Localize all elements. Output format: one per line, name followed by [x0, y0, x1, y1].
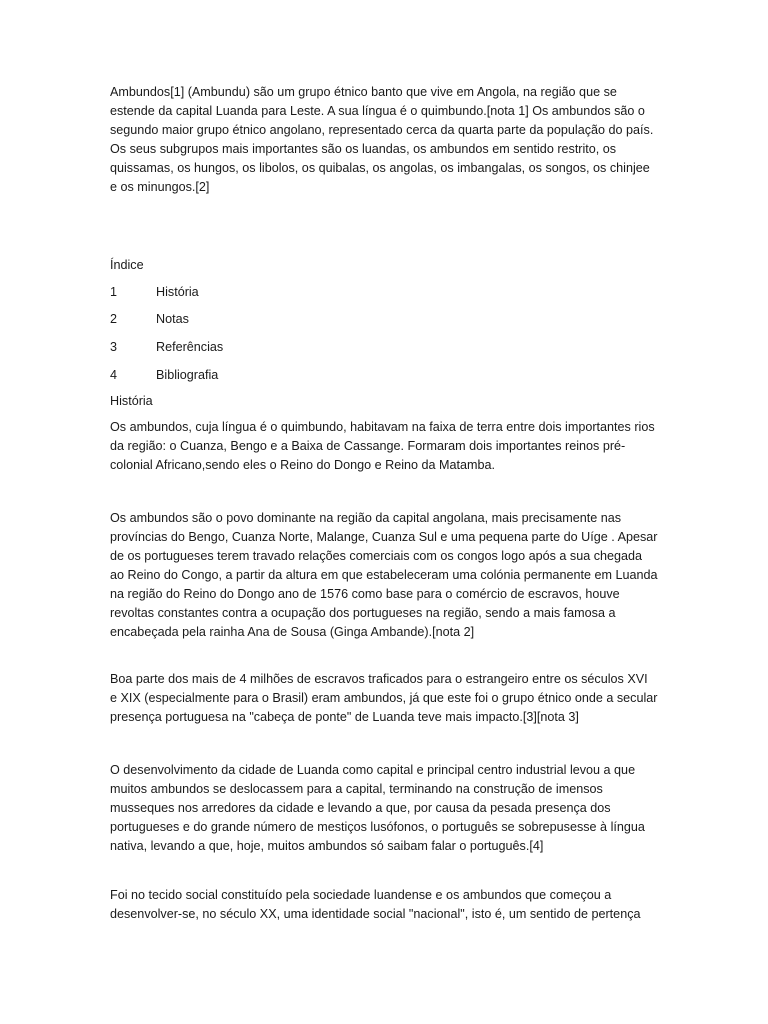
section-heading: História	[110, 394, 153, 408]
toc-item-number: 1	[110, 285, 118, 299]
toc-item-label: Referências	[156, 340, 224, 354]
body-paragraph: O desenvolvimento da cidade de Luanda como capital e principal centro industrial levou a que muitos ambundos se deslocassem para a capital, terminando na construção de imensos musseques nos arredores da cidade e levando a que, por causa da pesada presença dos portugueses e do grande número de mestiços lusófonos, o português se sobrepusesse à língua nativa, levando a que, hoje, muitos ambundos só saibam falar o português.[4]	[110, 763, 645, 853]
body-paragraph: Os ambundos, cuja língua é o quimbundo, habitavam na faixa de terra entre dois importantes rios da região: o Cuanza, Bengo e a Baixa de Cassange. Formaram dois importantes reinos pré-colonial Africano,sendo eles o Reino do Dongo e Reino da Matamba.	[110, 420, 655, 472]
toc-item-number: 3	[110, 340, 118, 354]
toc-heading: Índice	[110, 258, 144, 272]
intro-paragraph: Ambundos[1] (Ambundu) são um grupo étnico banto que vive em Angola, na região que se estende da capital Luanda para Leste. A sua língua é o quimbundo.[nota 1] Os ambundos são o segundo maior grupo étnico angolano, representado cerca da quarta parte da população do país. Os seus subgrupos mais importantes são os luandas, os ambundos em sentido restrito, os quissamas, os hungos, os libolos, os quibalas, os angolas, os imbangalas, os songos, os chinjee e os minungos.[2]	[110, 85, 654, 194]
toc-item-label: Notas	[156, 312, 189, 326]
toc-item-number: 4	[110, 368, 118, 382]
toc-item-number: 2	[110, 312, 118, 326]
body-paragraph: Foi no tecido social constituído pela sociedade luandense e os ambundos que começou a desenvolver-se, no século XX, uma identidade social "nacional", isto é, um sentido de pertença	[110, 888, 641, 921]
body-paragraph: Boa parte dos mais de 4 milhões de escravos traficados para o estrangeiro entre os séculos XVI e XIX (especialmente para o Brasil) eram ambundos, já que este foi o grupo étnico onde a secular presença portuguesa na "cabeça de ponte" de Luanda teve mais impacto.[3][nota 3]	[110, 672, 658, 724]
body-paragraph: Os ambundos são o povo dominante na região da capital angolana, mais precisamente nas províncias do Bengo, Cuanza Norte, Malange, Cuanza Sul e uma pequena parte do Uíge . Apesar de os portugueses terem travado relações comerciais com os congos logo após a sua chegada ao Reino do Congo, a partir da altura em que estabeleceram uma colónia permanente em Luanda na região do Reino do Dongo ano de 1576 como base para o comércio de escravos, houve revoltas constantes contra a ocupação dos portugueses na região, sendo a mais famosa a encabeçada pela rainha Ana de Sousa (Ginga Ambande).[nota 2]	[110, 511, 658, 639]
toc-item-label: Bibliografia	[156, 368, 219, 382]
toc-item-label: História	[156, 285, 199, 299]
